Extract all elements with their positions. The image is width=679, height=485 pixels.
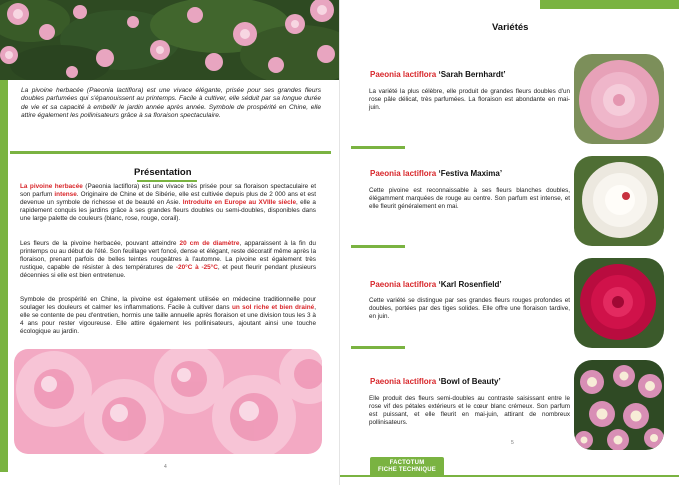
presentation-paragraph-3 [20,296,316,336]
presentation-paragraph-2 [20,240,316,280]
variety-divider [351,346,405,349]
variety-name [370,377,501,386]
intro-text: La pivoine herbacée (Paeonia lactiflora) est une vivace élégante, prisée pour ses grandes fleurs doubles parfumées qui s'épanouissent au printemps. Facile à cultiver, elle séduit par sa longue durée de vie et sa capacité à embellir le jardin année après année. Symbole de prospérité en Chine, elle attire également les pollinisateurs grâce à sa floraison spectaculaire. [21,87,321,120]
paragraph-text: , et peut fleurir pendant plusieurs décennies si elle est bien entretenue. [20,264,317,280]
page-number: 4 [164,464,167,470]
left-page [0,0,339,485]
festiva-maxima-image [574,156,664,246]
paragraph-text: Les fleurs de la pivoine herbacée, pouvant atteindre [20,240,180,247]
varieties-title: Variétés [492,22,529,33]
karl-rosenfield-image [574,258,664,348]
variety-photo [574,156,664,246]
variety-cultivar: ‘Festiva Maxima’ [436,169,503,178]
highlight: intense [54,191,77,199]
variety-photo [574,360,664,450]
sarah-bernhardt-image [574,54,664,144]
highlight: Introduite en Europe au XVIIIe siècle [182,199,297,207]
paragraph-text: Symbole de prospérité en Chine, la pivoine est également utilisée en médecine traditionnelle pour soulager les douleurs et calmer les inflammations. Facile à cultiver dans [20,296,316,312]
paragraph-text: (Paeonia lactiflora) est une vivace très prisée pour sa floraison spectaculaire et son parfum [20,183,316,199]
pink-peonies-image [14,349,322,454]
hero-peony-photo [0,0,339,80]
bowl-of-beauty-image [574,360,664,450]
variety-description: Cette variété se distingue par ses grandes fleurs rouges profondes et doubles, portées par des tiges solides. Elle offre une floraison tardive, en juin. [369,297,570,320]
variety-description: Cette pivoine est reconnaissable à ses fleurs blanches doubles, élégamment marquées de rouge au centre. Son parfum est intense, et elle fleurit généralement en mai. [369,187,570,210]
variety-photo [574,258,664,348]
variety-genus: Paeonia lactiflora [370,169,437,178]
badge-line-2: FICHE TECHNIQUE [377,467,436,473]
variety-divider [351,245,405,248]
highlight: -20°C à -25°C [175,264,218,272]
variety-divider [351,146,405,149]
variety-name [370,169,502,178]
presentation-paragraph-1 [20,183,316,223]
variety-cultivar: ‘Bowl of Beauty’ [436,377,501,386]
variety-name [370,280,502,289]
right-page [340,0,679,485]
variety-name [370,70,506,79]
paragraph-text: , elle a rapidement conquis les jardins grâce à ses grandes fleurs doubles ou semi-doubles, disponibles dans une large palette de couleurs (blanc, rose, rouge, corail). [20,199,316,223]
badge-line-1: FACTOTUM [389,460,425,466]
pink-peonies-photo [14,349,322,454]
factotum-badge [370,457,444,477]
variety-genus: Paeonia lactiflora [370,70,437,79]
highlight: La pivoine herbacée [20,183,83,190]
highlight: un sol riche et bien drainé [231,304,315,312]
variety-cultivar: ‘Sarah Bernhardt’ [436,70,506,79]
variety-genus: Paeonia lactiflora [370,280,437,289]
variety-description: La variété la plus célèbre, elle produit de grandes fleurs doubles d'un rose pâle délicat, très parfumées. La floraison est abondante en mai-juin. [369,88,570,111]
variety-photo [574,54,664,144]
intro-box [10,80,331,154]
presentation-title: Présentation [134,167,192,178]
variety-description: Elle produit des fleurs semi-doubles au contraste saisissant entre le rose vif des pétales extérieurs et le cœur blanc crémeux. Son parfum est puissant, et elle fleurit en mai-juin, attirant de nombreux pollinisateurs. [369,395,570,426]
left-accent-strip [0,80,8,472]
paragraph-text: . Originaire de Chine et de Sibérie, elle est cultivée depuis plus de 2 000 ans et est devenue un symbole de richesse et de beauté en Asie. [20,191,316,207]
footer-accent-line [340,475,679,477]
variety-genus: Paeonia lactiflora [370,377,437,386]
presentation-underline [137,180,197,182]
paragraph-text: , apparaissent à la fin du printemps ou au début de l'été. Son feuillage vert foncé, dense et élégant, reste décoratif même après la floraison, prenant parfois de belles teintes rougeâtres à l'automne. La pivoine est également très rustique, capable de résister à des températures de [20,240,316,272]
paragraph-text: , elle se contente de peu d'entretien, hormis une taille annuelle après floraison et une division tous les 3 à 4 ans pour rester vigoureuse. Elle attire également les pollinisateurs, ajoutant ainsi une touche écologique au jardin. [20,304,316,336]
top-accent-bar [540,0,679,9]
page-number: 5 [511,440,514,446]
highlight: 20 cm de diamètre [179,240,240,247]
peony-bush-image [0,0,339,80]
variety-cultivar: ‘Karl Rosenfield’ [436,280,502,289]
